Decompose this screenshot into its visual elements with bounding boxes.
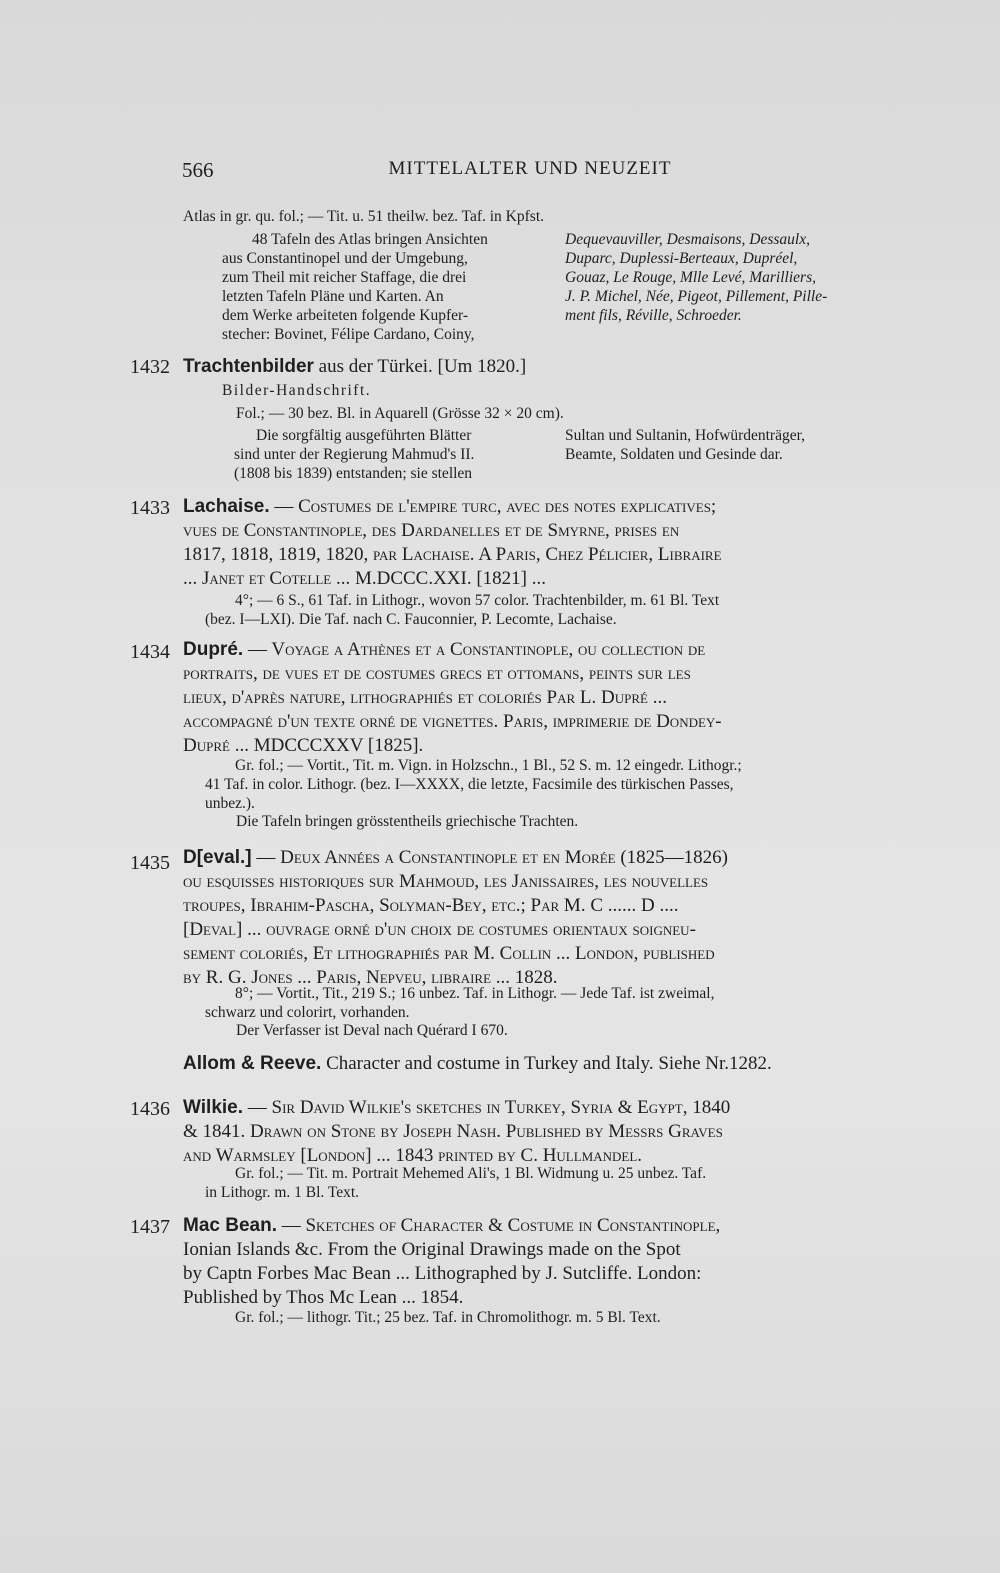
entry-number: 1433 [130,497,170,519]
entry-remark: Der Verfasser ist Deval nach Quérard I 670. [236,1022,508,1039]
text-line: sement coloriés, Et lithographiés par M. Collin ... London, published [183,943,715,964]
text-line: — Costumes de l'empire turc, avec des notes explicatives; [269,496,717,517]
text-line: — Sir David Wilkie's sketches in Turkey, Syria & Egypt, 1840 [243,1097,731,1118]
entry-notes [183,756,878,813]
text-line: 48 Tafeln des Atlas bringen Ansichten [252,231,488,248]
prev-right-column [565,230,878,325]
text-line: [Deval] ... ouvrage orné d'un choix de costumes orientaux soigneu- [183,919,696,940]
entry-notes [183,1164,878,1202]
entry-subtitle: Bilder-Handschrift. [222,382,372,399]
entry-number: 1436 [130,1098,170,1120]
entry-notes [183,1308,878,1327]
running-title: MITTELALTER UND NEUZEIT [388,158,672,179]
text-line: 4°; — 6 S., 61 Taf. in Lithogr., wovon 57 color. Trachtenbilder, m. 61 Bl. Text [235,592,720,609]
text-line: sind unter der Regierung Mahmud's II. [234,446,475,463]
text-line: 41 Taf. in color. Lithogr. (bez. I—XXXX, die letzte, Facsimile des türkischen Passes, [205,776,734,793]
text-line: stecher: Bovinet, Félipe Cardano, Coiny, [222,326,475,343]
entry-number: 1435 [130,852,170,874]
entry-author: Lachaise. [183,496,270,517]
text-line: & 1841. Drawn on Stone by Joseph Nash. Published by Messrs Graves [183,1121,723,1142]
text-line: Gr. fol.; — lithogr. Tit.; 25 bez. Taf. in Chromolithogr. m. 5 Bl. Text. [235,1309,661,1326]
entry-notes [183,984,878,1022]
entry-title [183,1214,878,1310]
entry-author: Trachtenbilder [183,356,314,377]
text-line: — Voyage a Athènes et a Constantinople, ou collection de [243,639,706,660]
text-line: dem Werke arbeiteten folgende Kupfer- [222,307,469,324]
right-column [565,426,878,464]
text-line: (1808 bis 1839) entstanden; sie stellen [234,465,473,482]
text-line: Gr. fol.; — Vortit., Tit. m. Vign. in Holzschn., 1 Bl., 52 S. m. 12 eingedr. Lithogr.; [235,757,742,774]
entry-title [183,495,878,591]
entry-number: 1432 [130,356,170,378]
prev-left-column [222,230,542,344]
entry-author: Mac Bean. [183,1215,277,1236]
text-line: Duparc, Duplessi-Berteaux, Dupréel, [565,250,798,267]
entry-notes [183,591,878,629]
atlas-line: Atlas in gr. qu. fol.; — Tit. u. 51 theilw. bez. Taf. in Kpfst. [183,208,545,225]
text-line: letzten Tafeln Pläne und Karten. An [222,288,444,305]
entry-title [183,638,878,758]
text-line: Beamte, Soldaten und Gesinde dar. [565,446,783,463]
entry-author: Allom & Reeve. [183,1053,322,1074]
entry-number: 1437 [130,1216,170,1238]
text-line: Dequevauviller, Desmaisons, Dessaulx, [565,231,810,248]
entry-remark: Die Tafeln bringen grösstentheils griechische Trachten. [236,813,579,830]
text-line: and Warmsley [London] ... 1843 printed by C. Hullmandel. [183,1145,643,1166]
entry-number: 1434 [130,641,170,663]
text-line: — Deux Années a Constantinople et en Morée (1825—1826) [251,847,728,868]
text-line: Gouaz, Le Rouge, Mlle Levé, Marilliers, [565,269,816,286]
text-line: ... Janet et Cotelle ... M.DCCC.XXI. [1821] ... [183,568,547,589]
text-line: Ionian Islands &c. From the Original Drawings made on the Spot [183,1239,681,1260]
entry-title-text: aus der Türkei. [Um 1820.] [313,356,527,377]
text-line: schwarz und colorirt, vorhanden. [205,1004,410,1021]
text-line: ment fils, Réville, Schroeder. [565,307,742,324]
text-line: — Sketches of Character & Costume in Constantinople, [276,1215,721,1236]
text-line: Published by Thos Mc Lean ... 1854. [183,1287,464,1308]
page-header [182,158,878,188]
text-line: vues de Constantinople, des Dardanelles et de Smyrne, prises en [183,520,680,541]
text-line: J. P. Michel, Née, Pigeot, Pillement, Pille- [565,288,828,305]
text-line: (bez. I—LXI). Die Taf. nach C. Fauconnier, P. Lecomte, Lachaise. [205,611,617,628]
left-column [234,426,544,483]
entry-title-text: Character and costume in Turkey and Italy. Siehe Nr.1282. [321,1053,772,1074]
page-number: 566 [182,158,214,182]
text-line: ou esquisses historiques sur Mahmoud, les Janissaires, les nouvelles [183,871,709,892]
text-line: zum Theil mit reicher Staffage, die drei [222,269,467,286]
text-line: lieux, d'après nature, lithographiés et coloriés Par L. Dupré ... [183,687,667,708]
text-line: in Lithogr. m. 1 Bl. Text. [205,1184,360,1201]
text-line: Sultan und Sultanin, Hofwürdenträger, [565,427,806,444]
text-line: by R. G. Jones ... Paris, Nepveu, libraire ... 1828. [183,967,558,988]
text-line: by Captn Forbes Mac Bean ... Lithographed by J. Sutcliffe. London: [183,1263,702,1284]
text-line: Dupré ... MDCCCXXV [1825]. [183,735,424,756]
text-line: Gr. fol.; — Tit. m. Portrait Mehemed Ali's, 1 Bl. Widmung u. 25 unbez. Taf. [235,1165,707,1182]
entry-title [183,1096,878,1168]
text-line: aus Constantinopel und der Umgebung, [222,250,468,267]
text-line: accompagné d'un texte orné de vignettes. Paris, imprimerie de Dondey- [183,711,722,732]
entry-title [183,355,878,379]
text-line: troupes, Ibrahim-Pascha, Solyman-Bey, etc.; Par M. C ...... D .... [183,895,679,916]
entry-author: Wilkie. [183,1097,244,1118]
entry-author: D[eval.] [183,847,252,868]
text-line: 1817, 1818, 1819, 1820, par Lachaise. A Paris, Chez Pélicier, Libraire [183,544,722,565]
entry-author: Dupré. [183,639,244,660]
text-line: Die sorgfältig ausgeführten Blätter [256,427,472,444]
entry-title [183,846,878,990]
text-line: portraits, de vues et de costumes grecs et ottomans, peints sur les [183,663,691,684]
text-line: 8°; — Vortit., Tit., 219 S.; 16 unbez. Taf. in Lithogr. — Jede Taf. ist zweimal, [235,985,715,1002]
entry-description: Fol.; — 30 bez. Bl. in Aquarell (Grösse 32 × 20 cm). [236,405,564,422]
cross-reference [183,1052,878,1076]
text-line: unbez.). [205,795,255,812]
